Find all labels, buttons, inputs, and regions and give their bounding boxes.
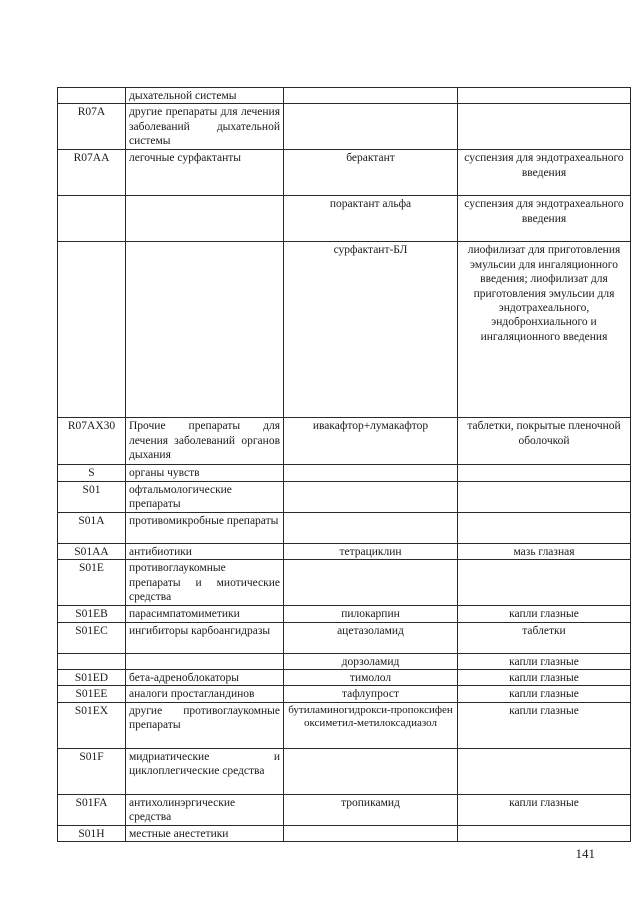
dosage-form-cell: суспензия для эндотрахеального введения <box>458 150 631 196</box>
atc-code-cell: S <box>58 465 126 481</box>
table-row <box>58 606 631 622</box>
atc-code-cell: S01A <box>58 512 126 543</box>
atc-code-cell: S01H <box>58 825 126 841</box>
table-row <box>58 418 631 465</box>
dosage-form-cell <box>458 825 631 841</box>
table-row <box>58 465 631 481</box>
table-row <box>58 622 631 653</box>
dosage-form-cell: капли глазные <box>458 686 631 702</box>
inn-cell: сурфактант-БЛ <box>284 242 458 418</box>
inn-cell: тетрациклин <box>284 543 458 559</box>
group-name-cell: противомикробные препараты <box>126 512 284 543</box>
atc-code-cell: S01AA <box>58 543 126 559</box>
dosage-form-cell: капли глазные <box>458 670 631 686</box>
group-name-cell: другие препараты для лечения заболеваний дыхательной системы <box>126 104 284 150</box>
inn-cell <box>284 465 458 481</box>
table-row <box>58 150 631 196</box>
dosage-form-cell: лиофилизат для приготовления эмульсии для ингаляционного введения; лиофилизат для приготовления эмульсии для эндотрахеального, эндобронхиального и ингаляционного введения <box>458 242 631 418</box>
inn-cell: тропикамид <box>284 794 458 825</box>
table-row <box>58 670 631 686</box>
table-row <box>58 242 631 418</box>
inn-cell <box>284 104 458 150</box>
dosage-form-cell: таблетки, покрытые пленочной оболочкой <box>458 418 631 465</box>
group-name-cell: другие противоглаукомные препараты <box>126 702 284 748</box>
table-row <box>58 104 631 150</box>
atc-code-cell: S01EE <box>58 686 126 702</box>
dosage-form-cell: таблетки <box>458 622 631 653</box>
inn-cell: пилокарпин <box>284 606 458 622</box>
page-number: 141 <box>575 846 595 861</box>
group-name-cell: легочные сурфактанты <box>126 150 284 196</box>
atc-code-cell: S01ED <box>58 670 126 686</box>
inn-cell <box>284 748 458 794</box>
dosage-form-cell: капли глазные <box>458 653 631 669</box>
atc-code-cell: R07A <box>58 104 126 150</box>
dosage-form-cell <box>458 560 631 606</box>
group-name-cell: противоглаукомные препараты и миотические средства <box>126 560 284 606</box>
dosage-form-cell <box>458 104 631 150</box>
inn-cell: тафлупрост <box>284 686 458 702</box>
dosage-form-cell <box>458 512 631 543</box>
group-name-cell: органы чувств <box>126 465 284 481</box>
group-name-cell: бета-адреноблокаторы <box>126 670 284 686</box>
group-name-cell: аналоги простагландинов <box>126 686 284 702</box>
atc-code-cell: S01EX <box>58 702 126 748</box>
dosage-form-cell: капли глазные <box>458 794 631 825</box>
atc-code-cell: R07AX30 <box>58 418 126 465</box>
atc-code-cell: S01E <box>58 560 126 606</box>
dosage-form-cell: суспензия для эндотрахеального введения <box>458 196 631 242</box>
table-row <box>58 794 631 825</box>
inn-cell: ацетазоламид <box>284 622 458 653</box>
atc-code-cell <box>58 196 126 242</box>
inn-cell: берактант <box>284 150 458 196</box>
dosage-form-cell: капли глазные <box>458 606 631 622</box>
table-row <box>58 748 631 794</box>
table-row <box>58 560 631 606</box>
drug-classification-table <box>57 87 631 842</box>
inn-cell: тимолол <box>284 670 458 686</box>
group-name-cell <box>126 653 284 669</box>
inn-cell <box>284 560 458 606</box>
atc-code-cell <box>58 653 126 669</box>
inn-cell <box>284 512 458 543</box>
atc-code-cell: S01FA <box>58 794 126 825</box>
dosage-form-cell <box>458 748 631 794</box>
inn-cell: дорзоламид <box>284 653 458 669</box>
group-name-cell: местные анестетики <box>126 825 284 841</box>
dosage-form-cell <box>458 465 631 481</box>
table-row <box>58 702 631 748</box>
table-row <box>58 686 631 702</box>
group-name-cell: парасимпатомиметики <box>126 606 284 622</box>
group-name-cell: дыхательной системы <box>126 88 284 104</box>
inn-cell <box>284 88 458 104</box>
group-name-cell: мидриатические и циклоплегические средства <box>126 748 284 794</box>
group-name-cell: антихолинэргические средства <box>126 794 284 825</box>
table-row <box>58 196 631 242</box>
dosage-form-cell <box>458 88 631 104</box>
group-name-cell: антибиотики <box>126 543 284 559</box>
table-row <box>58 825 631 841</box>
atc-code-cell <box>58 88 126 104</box>
group-name-cell: ингибиторы карбоангидразы <box>126 622 284 653</box>
group-name-cell <box>126 196 284 242</box>
dosage-form-cell <box>458 481 631 512</box>
atc-code-cell: S01 <box>58 481 126 512</box>
atc-code-cell: S01EB <box>58 606 126 622</box>
table-row <box>58 512 631 543</box>
atc-code-cell <box>58 242 126 418</box>
table-row <box>58 653 631 669</box>
dosage-form-cell: капли глазные <box>458 702 631 748</box>
dosage-form-cell: мазь глазная <box>458 543 631 559</box>
group-name-cell <box>126 242 284 418</box>
table-row <box>58 481 631 512</box>
group-name-cell: Прочие препараты для лечения заболеваний органов дыхания <box>126 418 284 465</box>
inn-cell <box>284 825 458 841</box>
atc-code-cell: R07AA <box>58 150 126 196</box>
atc-code-cell: S01EC <box>58 622 126 653</box>
inn-cell <box>284 481 458 512</box>
inn-cell: бутиламиногидрокси-пропоксифеноксиметил-метилоксадиазол <box>284 702 458 748</box>
inn-cell: ивакафтор+лумакафтор <box>284 418 458 465</box>
table-row <box>58 88 631 104</box>
group-name-cell: офтальмологические препараты <box>126 481 284 512</box>
inn-cell: порактант альфа <box>284 196 458 242</box>
table-row <box>58 543 631 559</box>
atc-code-cell: S01F <box>58 748 126 794</box>
